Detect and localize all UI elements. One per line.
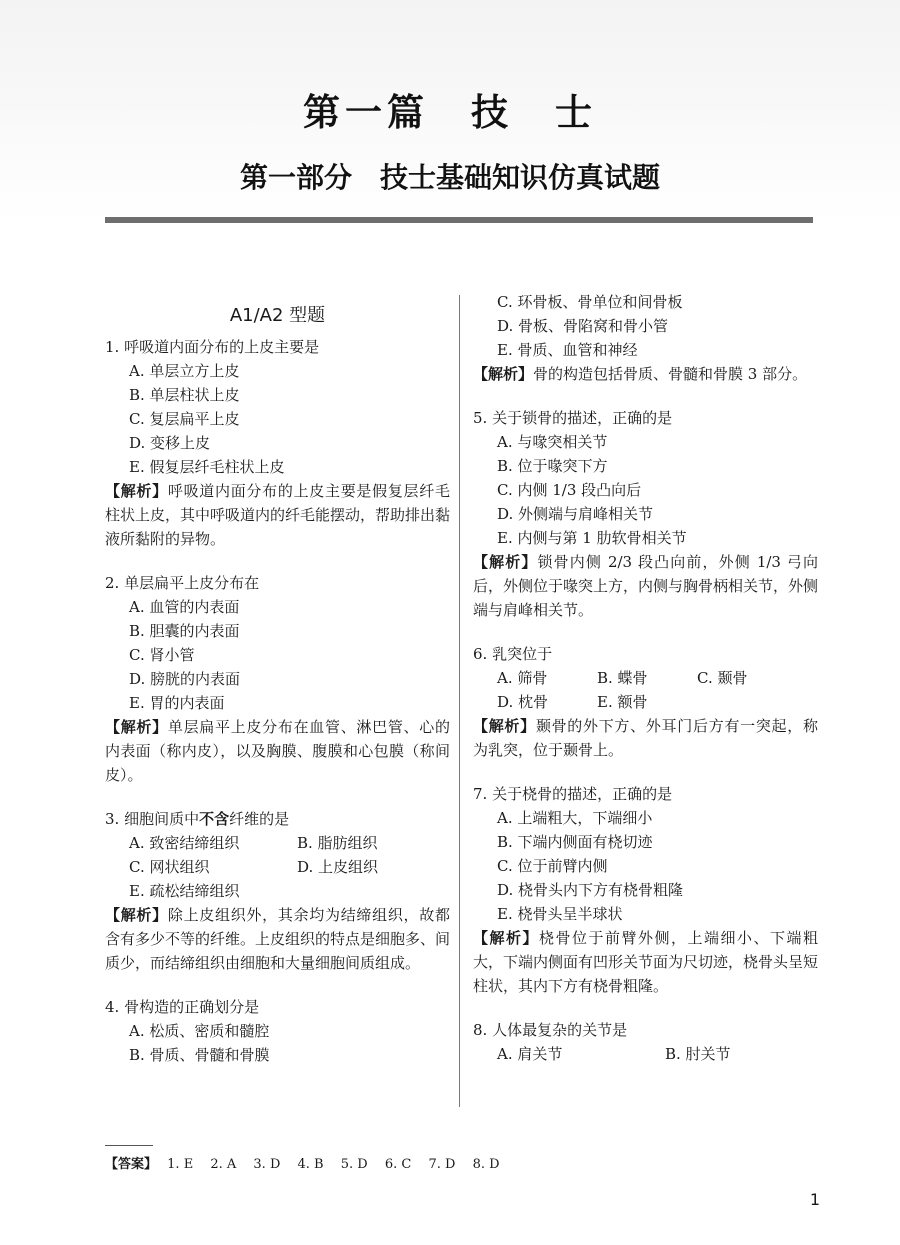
option-c: C. 内侧 1/3 段凸向后 [497,481,642,499]
analysis-label: 【解析】 [473,717,536,735]
analysis-label: 【解析】 [105,482,168,500]
answer-item: 3. D [253,1157,281,1172]
answer-label: 【答案】 [105,1157,158,1172]
answer-item: 7. D [428,1157,456,1172]
answer-key [105,1153,513,1172]
part-title: 第一篇 技 士 [303,91,597,134]
analysis [105,903,450,975]
option-row [105,855,450,879]
option-d: D. 桡骨头内下方有桡骨粗隆 [497,881,684,899]
option-b: B. 脂肪组织 [297,834,378,852]
option-b: B. 单层柱状上皮 [129,386,240,404]
option-e: E. 假复层纤毛柱状上皮 [129,458,285,476]
page-number: 1 [809,1190,821,1209]
option-a: A. 松质、密质和髓腔 [129,1022,270,1040]
left-column [105,300,450,1067]
option-a: A. 单层立方上皮 [129,362,240,380]
option-e: E. 内侧与第 1 肋软骨相关节 [497,529,687,547]
question-5 [473,406,818,622]
analysis-text: 呼吸道内面分布的上皮主要是假复层纤毛柱状上皮，其中呼吸道内的纤毛能摆动，帮助排出黏液所黏附的异物。 [105,482,451,548]
option-b: B. 骨质、骨髓和骨膜 [129,1046,270,1064]
analysis-text: 桡骨位于前臂外侧，上端细小、下端粗大，下端内侧面有凹形关节面为尺切迹，桡骨头呈短柱状，其内下方有桡骨粗隆。 [473,929,819,995]
question-7 [473,782,818,998]
answer-item: 8. D [472,1157,500,1172]
analysis [473,362,818,386]
question-stem: 2. 单层扁平上皮分布在 [105,574,260,592]
option-b: B. 蝶骨 [597,669,648,687]
option-a: A. 血管的内表面 [129,598,240,616]
question-type-heading: A1/A2 型题 [229,305,326,326]
analysis-label: 【解析】 [473,365,534,383]
answer-item: 1. E [167,1157,194,1172]
option-e: E. 骨质、血管和神经 [497,341,638,359]
option-d: D. 变移上皮 [129,434,211,452]
analysis [473,926,818,998]
column-divider [459,295,460,1107]
option-c: C. 位于前臂内侧 [497,857,608,875]
question-2 [105,571,450,787]
question-stem: 8. 人体最复杂的关节是 [473,1021,628,1039]
answer-item: 4. B [297,1157,324,1172]
option-c: C. 复层扁平上皮 [129,410,240,428]
analysis [473,714,818,762]
analysis-text: 单层扁平上皮分布在血管、淋巴管、心的内表面（称内皮），以及胸膜、腹膜和心包膜（称间皮）。 [105,718,450,784]
option-c: C. 环骨板、骨单位和间骨板 [497,293,683,311]
answer-item: 2. A [210,1157,237,1172]
header-rule [105,217,813,223]
analysis-label: 【解析】 [473,929,539,947]
question-stem: 4. 骨构造的正确划分是 [105,998,260,1016]
option-d: D. 上皮组织 [297,858,379,876]
question-stem: 1. 呼吸道内面分布的上皮主要是 [105,338,320,356]
analysis-text: 颞骨的外下方、外耳门后方有一突起，称为乳突，位于颞骨上。 [473,717,818,759]
question-6 [473,642,818,762]
option-row [473,1042,818,1066]
option-e: E. 疏松结缔组织 [129,882,240,900]
option-b: B. 肘关节 [665,1045,731,1063]
option-e: E. 胃的内表面 [129,694,225,712]
question-1 [105,335,450,551]
option-c: C. 网状组织 [129,858,210,876]
option-d: D. 外侧端与肩峰相关节 [497,505,654,523]
option-b: B. 下端内侧面有桡切迹 [497,833,653,851]
answer-item: 6. C [384,1157,412,1172]
analysis-label: 【解析】 [105,718,168,736]
answer-rule [105,1145,153,1146]
analysis-text: 骨的构造包括骨质、骨髓和骨膜 3 部分。 [533,365,808,383]
answer-item: 5. D [340,1157,368,1172]
option-a: A. 与喙突相关节 [497,433,608,451]
option-row [105,831,450,855]
stem-text: 3. 细胞间质中 [105,810,200,828]
option-d: D. 膀胱的内表面 [129,670,241,688]
question-stem: 7. 关于桡骨的描述，正确的是 [473,785,673,803]
question-4 [105,995,450,1067]
question-stem: 5. 关于锁骨的描述，正确的是 [473,409,673,427]
option-c: C. 肾小管 [129,646,195,664]
analysis-text: 除上皮组织外，其余均为结缔组织，故都含有多少不等的纤维。上皮组织的特点是细胞多、间质少，而结缔组织由细胞和大量细胞间质组成。 [105,906,451,972]
question-8 [473,1018,818,1066]
analysis-text: 锁骨内侧 2/3 段凸向前，外侧 1/3 弓向后，外侧位于喙突上方，内侧与胸骨柄相关节，外侧端与肩峰相关节。 [473,553,819,619]
analysis [473,550,818,622]
option-d: D. 骨板、骨陷窝和骨小管 [497,317,669,335]
option-a: A. 上端粗大，下端细小 [497,809,653,827]
option-b: B. 位于喙突下方 [497,457,608,475]
option-e: E. 额骨 [597,693,648,711]
analysis-label: 【解析】 [105,906,168,924]
option-d: D. 枕骨 [497,693,549,711]
option-a: A. 筛骨 [497,669,548,687]
stem-emphasis: 不含 [199,810,230,828]
analysis [105,715,450,787]
option-b: B. 胆囊的内表面 [129,622,240,640]
question-stem: 6. 乳突位于 [473,645,553,663]
option-a: A. 致密结缔组织 [129,834,240,852]
option-a: A. 肩关节 [497,1045,563,1063]
analysis [105,479,450,551]
stem-text: 纤维的是 [229,810,290,828]
question-4-continued [473,290,818,386]
question-stem [105,807,450,831]
option-e: E. 桡骨头呈半球状 [497,905,623,923]
option-c: C. 颞骨 [697,669,748,687]
section-title: 第一部分 技士基础知识仿真试题 [239,161,660,194]
analysis-label: 【解析】 [473,553,538,571]
question-3 [105,807,450,975]
right-column [473,290,818,1066]
option-row [473,666,818,690]
option-row [473,690,818,714]
